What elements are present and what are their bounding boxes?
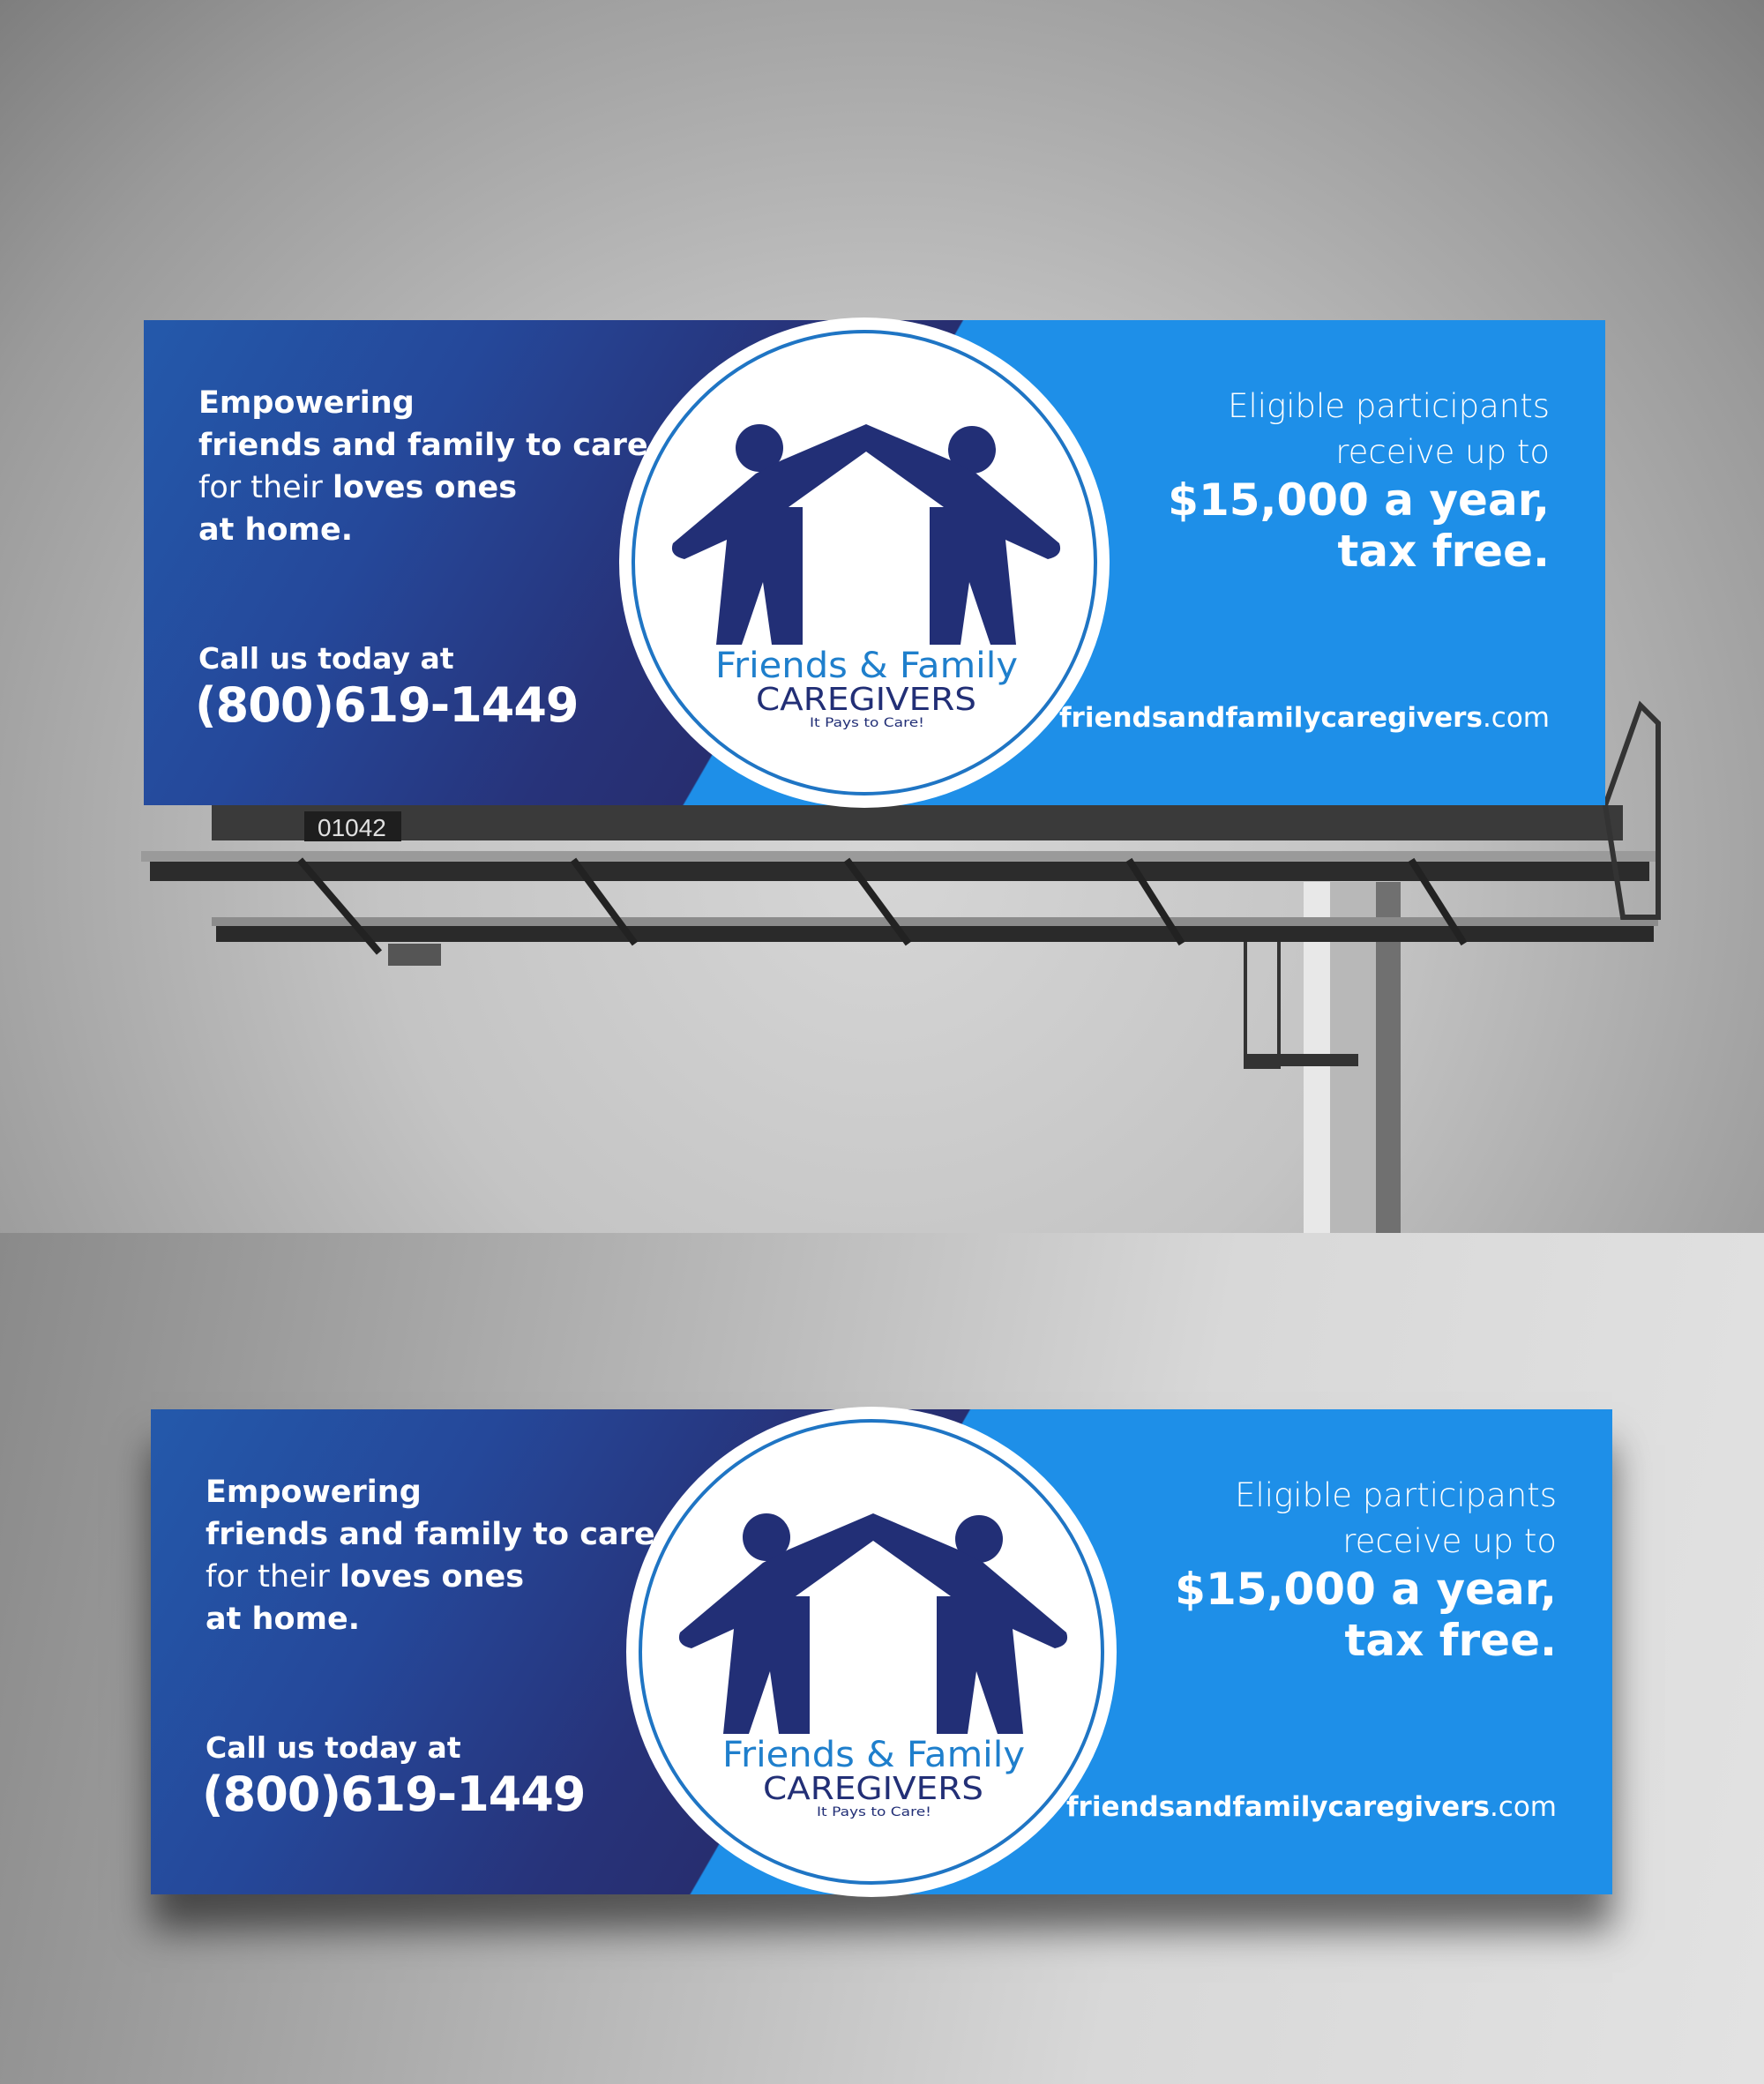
amount-line-1: $15,000 a year,	[1168, 474, 1550, 526]
eligible-line-1: Eligible participants	[1235, 1476, 1557, 1514]
logo-tagline: It Pays to Care!	[810, 716, 924, 730]
logo-word: CAREGIVERS	[763, 1771, 983, 1807]
headline-line-3-light: for their	[198, 470, 333, 505]
url-domain: friendsandfamilycaregivers	[1059, 702, 1483, 734]
phone-number[interactable]: (800)619-1449	[195, 677, 579, 733]
url-tld: .com	[1482, 702, 1550, 734]
amount-text	[1168, 474, 1550, 577]
eligible-line-2: receive up to	[1342, 1522, 1557, 1560]
amount-line-1: $15,000 a year,	[1175, 1564, 1557, 1615]
logo-name: Friends & Family	[722, 1735, 1025, 1775]
headline	[206, 1471, 655, 1640]
catwalk-lower	[216, 926, 1654, 942]
amount-line-2: tax free.	[1344, 1615, 1557, 1666]
call-label: Call us today at	[206, 1730, 461, 1765]
website-url[interactable]	[1066, 1791, 1557, 1823]
logo-word: CAREGIVERS	[756, 682, 976, 718]
headline-line-4: at home.	[198, 512, 353, 548]
eligible-line-2: receive up to	[1335, 433, 1550, 471]
headline-line-1: Empowering	[206, 1475, 422, 1510]
website-url[interactable]	[1059, 702, 1550, 734]
panel-number: 01042	[318, 814, 386, 841]
headline-line-3-bold: loves ones	[332, 470, 518, 505]
headline-line-2: friends and family to care	[198, 428, 648, 463]
url-tld: .com	[1489, 1791, 1557, 1823]
ladder	[1245, 926, 1279, 1067]
amount-line-2: tax free.	[1337, 526, 1550, 577]
eligible-line-1: Eligible participants	[1228, 387, 1550, 425]
catwalk-upper	[141, 851, 1658, 862]
headline-line-1: Empowering	[198, 385, 415, 421]
headline-line-3-light: for their	[206, 1559, 340, 1595]
url-domain: friendsandfamilycaregivers	[1066, 1791, 1490, 1823]
headline-line-4: at home.	[206, 1602, 360, 1637]
caregivers-logo	[624, 1405, 1118, 1899]
billboard-banner-photo	[144, 320, 1605, 805]
headline	[198, 382, 648, 551]
eligibility-text	[1235, 1473, 1557, 1565]
headline-line-2: friends and family to care	[206, 1517, 655, 1552]
headline-line-3-bold: loves ones	[339, 1559, 525, 1595]
logo-name: Friends & Family	[715, 646, 1018, 686]
eligibility-text	[1228, 384, 1550, 475]
phone-number[interactable]: (800)619-1449	[202, 1767, 586, 1822]
logo-tagline: It Pays to Care!	[817, 1805, 931, 1819]
caregivers-logo	[617, 316, 1111, 810]
billboard-banner-flat	[151, 1409, 1612, 1894]
amount-text	[1175, 1564, 1557, 1666]
call-label: Call us today at	[198, 641, 454, 676]
